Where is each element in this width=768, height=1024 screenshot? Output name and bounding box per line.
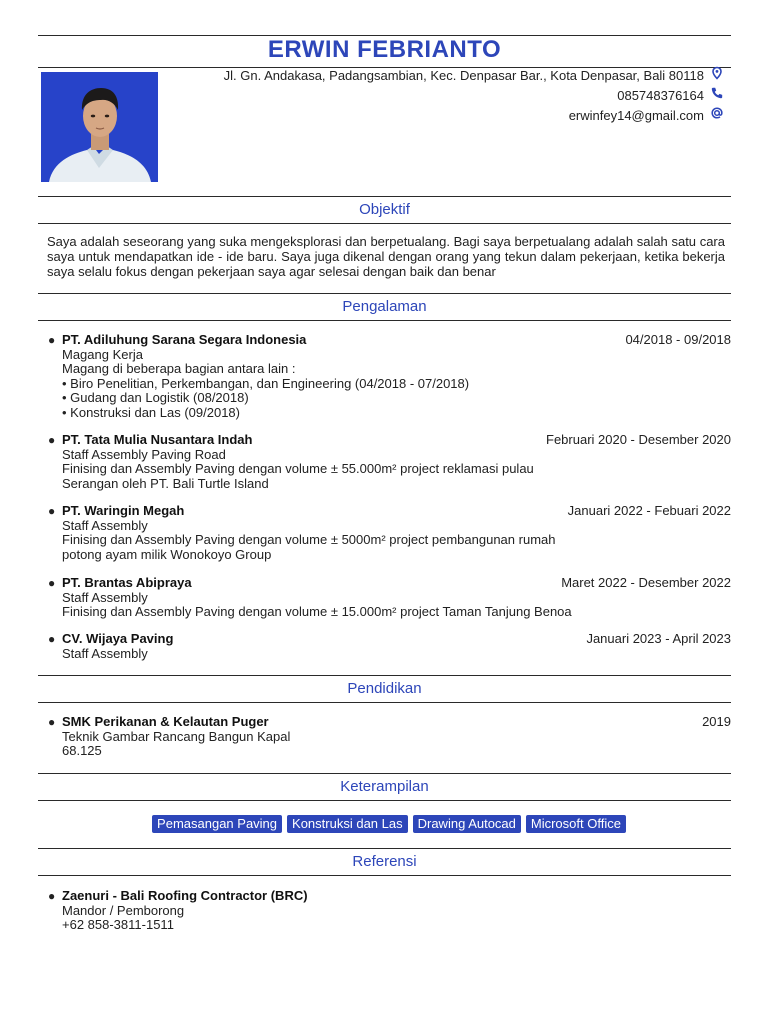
experience-date: Februari 2020 - Desember 2020 (546, 432, 731, 447)
skills-bottom-rule (38, 800, 731, 801)
experience-line: Magang di beberapa bagian antara lain : (62, 361, 296, 376)
experience-date: Januari 2023 - April 2023 (586, 631, 731, 646)
address-text: Jl. Gn. Andakasa, Padangsambian, Kec. Denpasar Bar., Kota Denpasar, Bali 80118 (223, 67, 704, 83)
phone-icon (710, 86, 724, 105)
reference-item (48, 889, 731, 933)
experience-item (48, 576, 731, 620)
bullet: ● (48, 433, 56, 447)
experience-line: Staff Assembly (62, 645, 148, 661)
bullet: ● (48, 632, 56, 646)
profile-photo (41, 72, 158, 182)
at-icon (710, 106, 724, 125)
objective-bottom-rule (38, 223, 731, 224)
experience-line: • Gudang dan Logistik (08/2018) (62, 390, 249, 405)
experience-company: PT. Waringin Megah (62, 503, 185, 518)
experience-heading: Pengalaman (342, 298, 427, 315)
experience-line: Staff Assembly Paving Road (62, 446, 226, 462)
map-pin-icon (710, 66, 724, 85)
experience-company: PT. Adiluhung Sarana Segara Indonesia (62, 332, 307, 347)
education-bottom-rule (38, 702, 731, 703)
experience-line: Finising dan Assembly Paving dengan volume ± 15.000m² project Taman Tanjung Benoa (62, 604, 572, 619)
experience-date: Januari 2022 - Febuari 2022 (567, 503, 731, 518)
experience-line: Finising dan Assembly Paving dengan volume ± 5000m² project pembangunan rumah (62, 532, 556, 547)
contact-address (224, 66, 724, 85)
experience-line: • Konstruksi dan Las (09/2018) (62, 404, 240, 420)
experience-line: Staff Assembly (62, 517, 148, 533)
reference-line: +62 858-3811-1511 (62, 917, 174, 932)
email-text[interactable]: erwinfey14@gmail.com (568, 107, 704, 123)
skill-chip: Konstruksi dan Las (287, 815, 408, 833)
experience-line: Magang Kerja (62, 346, 143, 362)
education-year: 2019 (702, 714, 731, 729)
contact-phone (617, 86, 724, 105)
contact-email (569, 106, 724, 125)
skill-chip: Microsoft Office (526, 815, 626, 833)
experience-line: • Biro Penelitian, Perkembangan, dan Engineering (04/2018 - 07/2018) (62, 375, 470, 391)
skill-chip: Pemasangan Paving (152, 815, 282, 833)
bullet: ● (48, 889, 56, 903)
skills-list (0, 815, 768, 835)
experience-item (48, 333, 731, 420)
experience-company: PT. Brantas Abipraya (62, 575, 192, 590)
skills-heading: Keterampilan (340, 778, 429, 795)
bullet: ● (48, 504, 56, 518)
experience-line: Staff Assembly (62, 589, 148, 605)
experience-bottom-rule (38, 320, 731, 321)
experience-line: potong ayam milik Wonokoyo Group (62, 546, 272, 562)
education-school: SMK Perikanan & Kelautan Puger (62, 714, 269, 729)
skill-chip: Drawing Autocad (413, 815, 521, 833)
objective-heading: Objektif (359, 201, 410, 218)
education-line: Teknik Gambar Rancang Bangun Kapal (62, 728, 291, 744)
education-item (48, 715, 731, 759)
experience-line: Serangan oleh PT. Bali Turtle Island (62, 475, 269, 491)
experience-item (48, 433, 731, 491)
reference-line: Mandor / Pemborong (62, 902, 185, 918)
bullet: ● (48, 333, 56, 347)
experience-company: CV. Wijaya Paving (62, 631, 174, 646)
experience-date: Maret 2022 - Desember 2022 (561, 575, 731, 590)
education-heading: Pendidikan (347, 680, 422, 697)
reference-name: Zaenuri - Bali Roofing Contractor (BRC) (62, 888, 308, 903)
candidate-name: ERWIN FEBRIANTO (267, 36, 502, 63)
experience-item (48, 632, 731, 661)
references-heading: Referensi (352, 853, 417, 870)
bullet: ● (48, 715, 56, 729)
experience-item (48, 504, 731, 562)
references-bottom-rule (38, 875, 731, 876)
phone-text[interactable]: 085748376164 (617, 87, 704, 103)
education-line: 68.125 (62, 743, 102, 758)
objective-text: Saya adalah seseorang yang suka mengeksplorasi dan berpetualang. Bagi saya berpetualang adalah salah satu cara saya untuk mendapatkan ide - ide baru. Saya juga dikenal dengan orang yang tekun dalam pekerjaan, ketika bekerja saya selalu fokus dengan pekerjaan saya agar selesai dengan baik dan benar (47, 234, 725, 279)
experience-company: PT. Tata Mulia Nusantara Indah (62, 432, 253, 447)
experience-line: Finising dan Assembly Paving dengan volume ± 55.000m² project reklamasi pulau (62, 461, 534, 476)
bullet: ● (48, 576, 56, 590)
experience-date: 04/2018 - 09/2018 (625, 332, 731, 347)
